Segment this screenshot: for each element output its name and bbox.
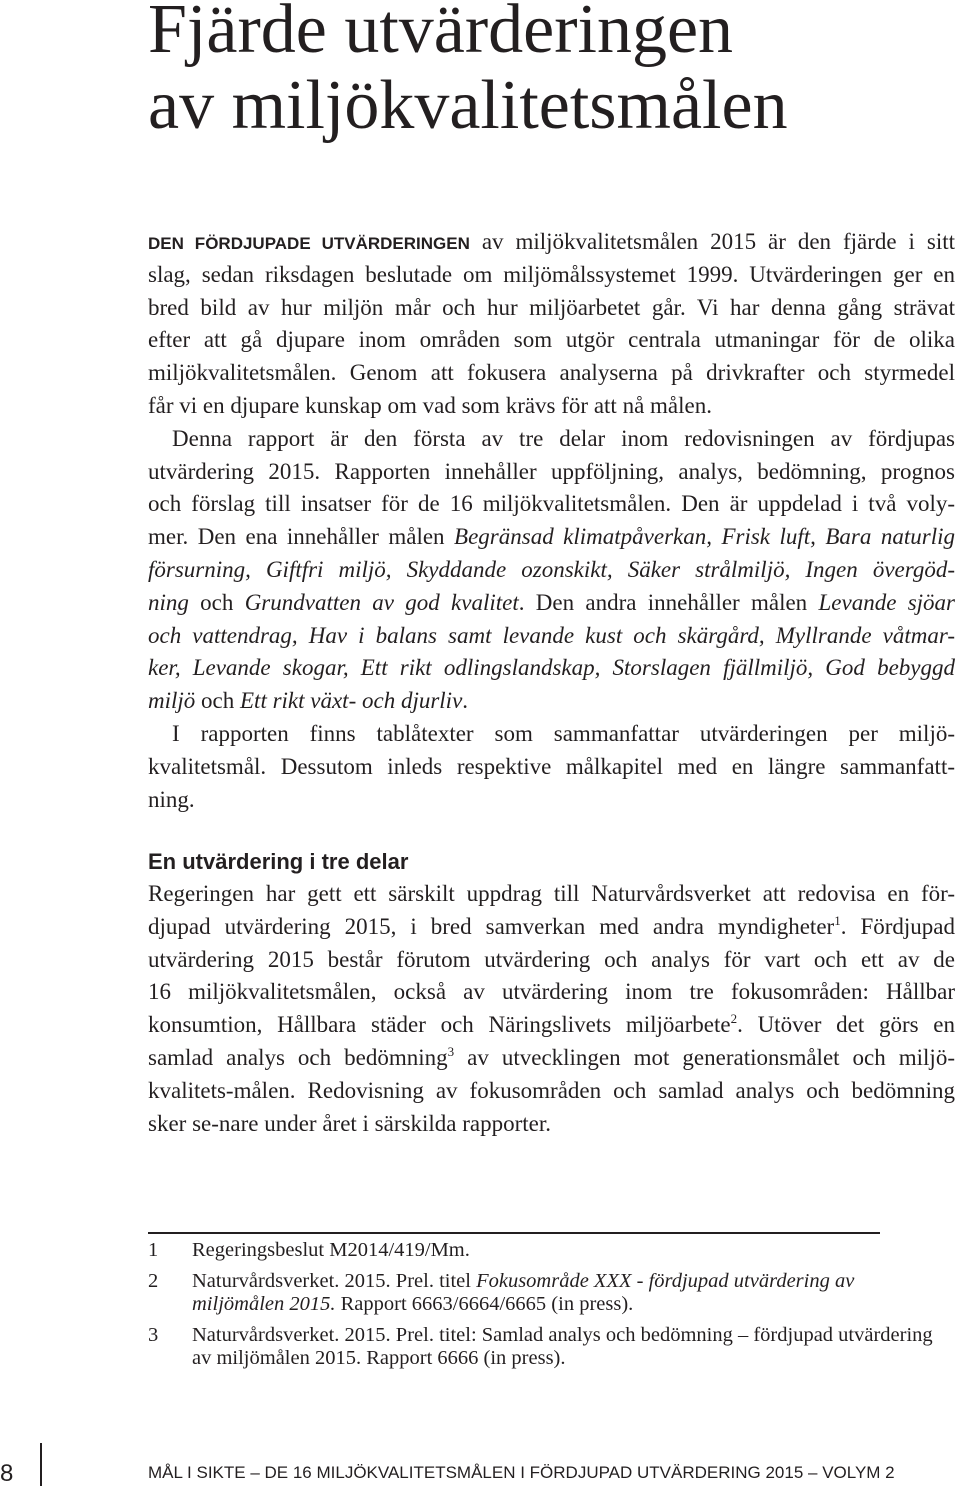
footnote-divider xyxy=(148,1232,880,1234)
text-segment: samlad analys och bedömning xyxy=(148,1044,448,1070)
text-line xyxy=(148,911,955,944)
footnote-ref: 3 xyxy=(447,1043,455,1059)
text-line: får vi en djupare kunskap om vad som krävs för att nå målen. xyxy=(148,392,712,418)
text-line: och förslag till insatser för de 16 miljökvalitetsmålen. Den är uppdelad i två voly- xyxy=(148,491,955,517)
text-line: Denna rapport är den första av tre delar inom redovisningen av fördjupas xyxy=(172,425,955,451)
text-segment: av utvecklingen mot generationsmålet och miljö- xyxy=(454,1044,955,1070)
intro-text xyxy=(148,226,955,816)
text-segment: . xyxy=(462,688,469,714)
footnotes xyxy=(148,1239,955,1378)
section-text xyxy=(148,878,955,1140)
paragraph xyxy=(148,878,955,1140)
page-number: 8 xyxy=(0,1460,14,1487)
italic-report-title: miljömålen 2015. xyxy=(192,1293,336,1316)
footnote-number: 1 xyxy=(148,1239,159,1261)
text-line xyxy=(148,1042,955,1075)
text-segment: djupad utvärdering 2015, i bred samverkan med andra myndigheter xyxy=(148,913,835,939)
text-segment: och xyxy=(195,688,240,714)
footnote-number: 3 xyxy=(148,1323,159,1346)
italic-goal-names: Grundvatten av god kvalitet xyxy=(244,589,519,615)
text-segment: av miljökvalitetsmålen 2015 är den fjärde i sitt xyxy=(469,229,955,254)
text-line xyxy=(148,226,955,259)
text-segment: . Fördjupad xyxy=(840,913,955,939)
lead-in-caps: DEN FÖRDJUPADE UTVÄRDERINGEN xyxy=(148,234,470,253)
text-line xyxy=(148,1009,955,1042)
text-segment: Rapport 6663/6664/6665 (in press). xyxy=(335,1293,634,1316)
text-line: 16 miljökvalitetsmålen, också av utvärdering inom tre fokusområden: Hållbar xyxy=(148,979,955,1005)
paragraph xyxy=(148,423,955,718)
footnote-line: av miljömålen 2015. Rapport 6666 (in press). xyxy=(192,1347,566,1370)
text-line: Regeringen har gett ett särskilt uppdrag till Naturvårdsverket att redovisa en för- xyxy=(148,881,955,906)
text-line: I rapporten finns tablåtexter som sammanfattar utvärderingen per miljö- xyxy=(172,720,955,746)
text-segment: . Utöver det görs en xyxy=(737,1012,955,1038)
text-segment: Naturvårdsverket. 2015. Prel. titel xyxy=(192,1269,477,1292)
paragraph xyxy=(148,226,955,423)
text-line: utvärdering 2015 består förutom utvärdering och analys för vart och ett av de xyxy=(148,946,955,972)
text-line: bred bild av hur miljön mår och hur miljöarbetet går. Vi har denna gång strävat xyxy=(148,294,955,320)
text-segment: konsumtion, Hållbara städer och Näringslivets miljöarbete xyxy=(148,1012,731,1038)
text-segment: och xyxy=(188,589,245,615)
footnote-number: 2 xyxy=(148,1269,159,1292)
paragraph xyxy=(148,718,955,816)
footnote-line xyxy=(192,1270,955,1294)
footnote-ref: 2 xyxy=(730,1011,738,1027)
text-line: utvärdering 2015. Rapporten innehåller uppföljning, analys, bedömning, prognos xyxy=(148,458,955,484)
text-line: försurning, Giftfri miljö, Skyddande ozonskikt, Säker strålmiljö, Ingen övergöd- xyxy=(148,556,955,582)
text-line: slag, sedan riksdagen beslutade om miljömålssystemet 1999. Utvärderingen ger en xyxy=(148,261,955,287)
italic-goal-names: Ett rikt växt- och djurliv xyxy=(240,688,463,714)
italic-goal-names: ning xyxy=(148,589,189,615)
italic-goal-names: Levande sjöar xyxy=(818,589,955,615)
text-line: kvalitets-målen. Redovisning av fokusområden och samlad analys och bedömning xyxy=(148,1077,955,1103)
footnote xyxy=(148,1239,955,1263)
text-line: sker se-nare under året i särskilda rapporter. xyxy=(148,1110,551,1136)
text-line: ning. xyxy=(148,786,195,812)
text-line xyxy=(148,587,955,620)
page-title xyxy=(148,0,788,144)
text-line: efter att gå djupare inom områden som utgör centrala utmaningar för de olika xyxy=(148,327,955,353)
text-line: ker, Levande skogar, Ett rikt odlingslandskap, Storslagen fjällmiljö, God bebyggd xyxy=(148,655,955,681)
italic-goal-names: miljö xyxy=(148,688,196,714)
footnote xyxy=(148,1270,955,1317)
footnote-line: Naturvårdsverket. 2015. Prel. titel: Samlad analys och bedömning – fördjupad utvärdering xyxy=(192,1323,933,1346)
italic-report-title: Fokusområde XXX - fördjupad utvärdering av xyxy=(476,1269,855,1292)
text-segment: mer. Den ena innehåller målen xyxy=(148,524,455,550)
text-line xyxy=(148,521,955,554)
italic-goal-names: Begränsad klimatpåverkan, Frisk luft, Bara naturlig xyxy=(454,524,955,550)
text-line: miljökvalitetsmålen. Genom att fokusera analyserna på drivkrafter och styrmedel xyxy=(148,360,955,386)
text-segment: . Den andra innehåller målen xyxy=(518,589,819,615)
title-line-1: Fjärde utvärderingen xyxy=(148,0,734,68)
text-line: och vattendrag, Hav i balans samt levande kust och skärgård, Myllrande våtmar- xyxy=(148,622,955,648)
footnote-line: Regeringsbeslut M2014/419/Mm. xyxy=(192,1239,470,1261)
text-line xyxy=(148,685,955,718)
footnote xyxy=(148,1324,955,1371)
footer-vertical-rule xyxy=(40,1443,42,1486)
title-line-2: av miljökvalitetsmålen xyxy=(148,67,788,144)
footnote-ref: 1 xyxy=(834,912,841,928)
running-footer-title: MÅL I SIKTE – DE 16 MILJÖKVALITETSMÅLEN I FÖRDJUPAD UTVÄRDERING 2015 – VOLYM 2 xyxy=(148,1463,895,1482)
section-heading: En utvärdering i tre delar xyxy=(148,849,409,874)
footnote-line xyxy=(192,1293,955,1317)
text-line: kvalitetsmål. Dessutom inleds respektive målkapitel med en längre sammanfatt- xyxy=(148,753,955,779)
